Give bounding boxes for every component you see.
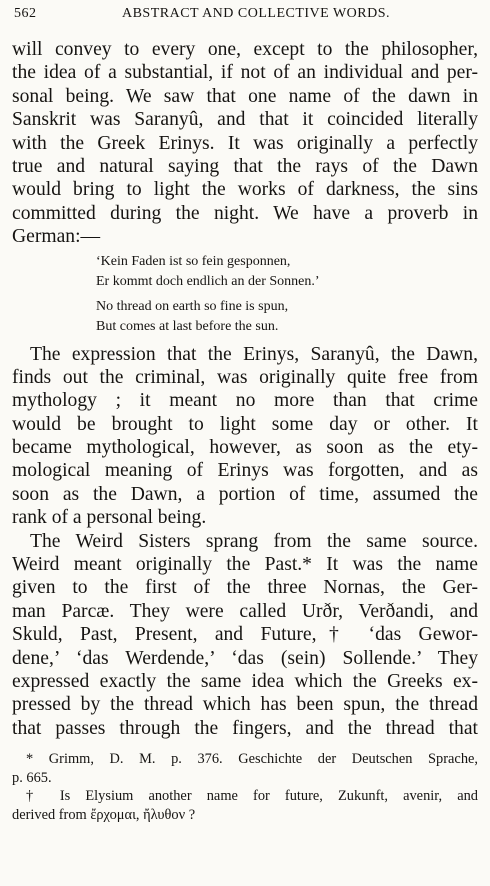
text-line: Weird meant originally the Past.* It was the name: [12, 554, 478, 576]
text-line: The expression that the Erinys, Saranyû, the Dawn,: [30, 343, 478, 365]
page-header: [14, 6, 478, 28]
paragraph-2: [12, 343, 478, 530]
quote-line: Er kommt doch endlich an der Sonnen.’: [96, 273, 320, 289]
quote-line: But comes at last before the sun.: [96, 318, 279, 334]
paragraph-1: [12, 38, 478, 249]
footnote-line: * Grimm, D. M. p. 376. Geschichte der Deutschen Sprache,: [26, 751, 478, 768]
footnote-line: † Is Elysium another name for future, Zukunft, avenir, and: [26, 788, 478, 805]
text-line: sonal being. We saw that one name of the dawn in: [12, 85, 478, 107]
footnote-line: p. 665.: [12, 769, 52, 786]
text-line: soon as the Dawn, a portion of time, assumed the: [12, 483, 478, 505]
text-line: mological meaning of Erinys was forgotten, and as: [12, 460, 478, 482]
text-line: Skuld, Past, Present, and Future,† ‘das Gewor-: [12, 624, 478, 646]
text-line: finds out the criminal, was originally quite free from: [12, 366, 478, 388]
page-number: 562: [14, 6, 37, 21]
proverb-quote: [12, 252, 478, 337]
text-line: rank of a personal being.: [12, 507, 207, 529]
text-line: given to the first of the three Nornas, the Ger-: [12, 577, 478, 599]
paragraph-3: [12, 530, 478, 741]
footnote-line: derived from ἔρχομαι, ἤλυθον ?: [12, 806, 196, 823]
quote-line: No thread on earth so fine is spun,: [96, 298, 289, 314]
running-title: ABSTRACT AND COLLECTIVE WORDS.: [121, 6, 391, 21]
page-body: [12, 38, 478, 825]
text-line: the idea of a substantial, if not of an individual and per-: [12, 62, 478, 84]
text-line: with the Greek Erinys. It was originally a perfectly: [12, 132, 478, 154]
text-line: man Parcæ. They were called Urðr, Verðandi, and: [12, 600, 478, 622]
text-line: German:—: [12, 226, 101, 248]
quote-line: ‘Kein Faden ist so fein gesponnen,: [96, 253, 291, 269]
text-line: would be brought to light some day or other. It: [12, 413, 478, 435]
text-line: The Weird Sisters sprang from the same source.: [30, 530, 478, 552]
text-line: that passes through the fingers, and the thread that: [12, 717, 478, 739]
text-line: dene,’ ‘das Werdende,’ ‘das (sein) Sollende.’ They: [12, 647, 478, 669]
text-line: mythology ; it meant no more than that crime: [12, 390, 478, 412]
text-line: expressed exactly the same idea which the Greeks ex-: [12, 670, 478, 692]
footnotes: [12, 750, 478, 824]
text-line: pressed by the thread which has been spun, the thread: [12, 694, 478, 716]
text-line: will convey to every one, except to the philosopher,: [12, 39, 478, 60]
text-line: would bring to light the works of darkness, the sins: [12, 179, 478, 201]
text-line: committed during the night. We have a proverb in: [12, 202, 478, 224]
text-line: Sanskrit was Saranyû, and that it coincided literally: [12, 109, 478, 131]
text-line: became mythological, however, as soon as the ety-: [12, 437, 478, 459]
text-line: true and natural saying that the rays of the Dawn: [12, 155, 478, 177]
